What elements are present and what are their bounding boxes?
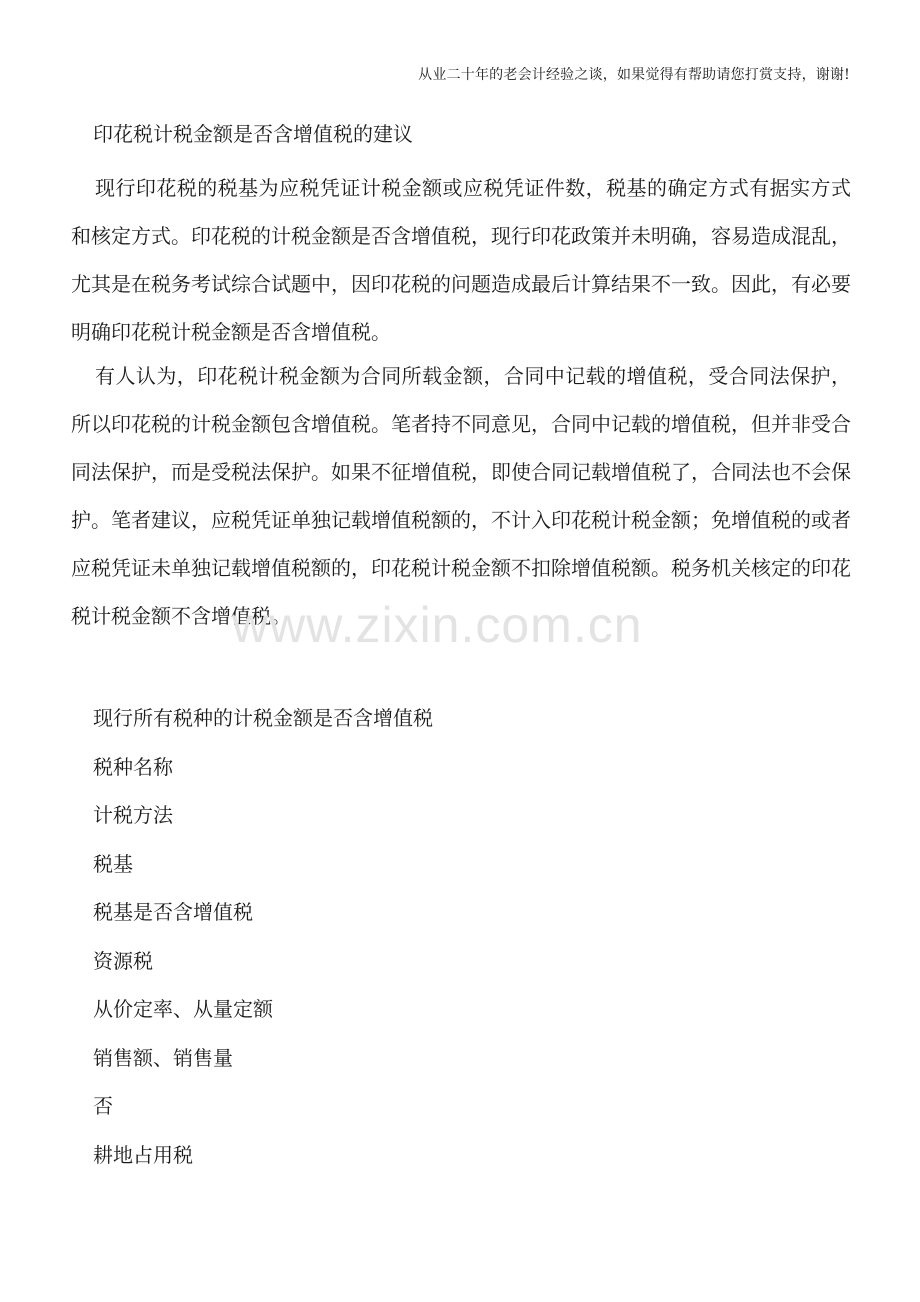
table-header-cell: 税基 xyxy=(93,851,133,876)
table-caption: 现行所有税种的计税金额是否含增值税 xyxy=(93,706,433,730)
table-cell: 资源税 xyxy=(93,948,153,973)
table-cell: 销售额、销售量 xyxy=(93,1045,233,1070)
paragraph: 现行印花税的税基为应税凭证计税金额或应税凭证件数，税基的确定方式有据实方式和核定方式。印花税的计税金额是否含增值税，现行印花政策并未明确，容易造成混乱，尤其是在税务考试综合试题中，因印花税的问题造成最后计算结果不一致。因此，有必要明确印花税计税金额是否含增值税。 xyxy=(71,176,851,344)
page-header-tagline: 从业二十年的老会计经验之谈，如果觉得有帮助请您打赏支持，谢谢! xyxy=(418,67,850,83)
table-header-cell: 税基是否含增值税 xyxy=(93,900,253,924)
table-cell: 耕地占用税 xyxy=(93,1142,193,1167)
watermark: www.zixin.com.cn xyxy=(232,597,643,653)
table-header-cell: 税种名称 xyxy=(93,754,173,779)
table-cell: 否 xyxy=(93,1094,113,1118)
table-header-cell: 计税方法 xyxy=(93,803,173,827)
table-cell: 从价定率、从量定额 xyxy=(93,997,273,1021)
document-title: 印花税计税金额是否含增值税的建议 xyxy=(93,122,413,146)
paragraph: 有人认为，印花税计税金额为合同所载金额，合同中记载的增值税，受合同法保护，所以印花税的计税金额包含增值税。笔者持不同意见，合同中记载的增值税，但并非受合同法保护，而是受税法保护。如果不征增值税，即使合同记载增值税了，合同法也不会保护。笔者建议，应税凭证单独记载增值税额的，不计入印花税计税金额；免增值税的或者应税凭证未单独记载增值税额的，印花税计税金额不扣除增值税额。税务机关核定的印花税计税金额不含增值税。 xyxy=(71,364,851,628)
tax-table xyxy=(93,694,433,1179)
